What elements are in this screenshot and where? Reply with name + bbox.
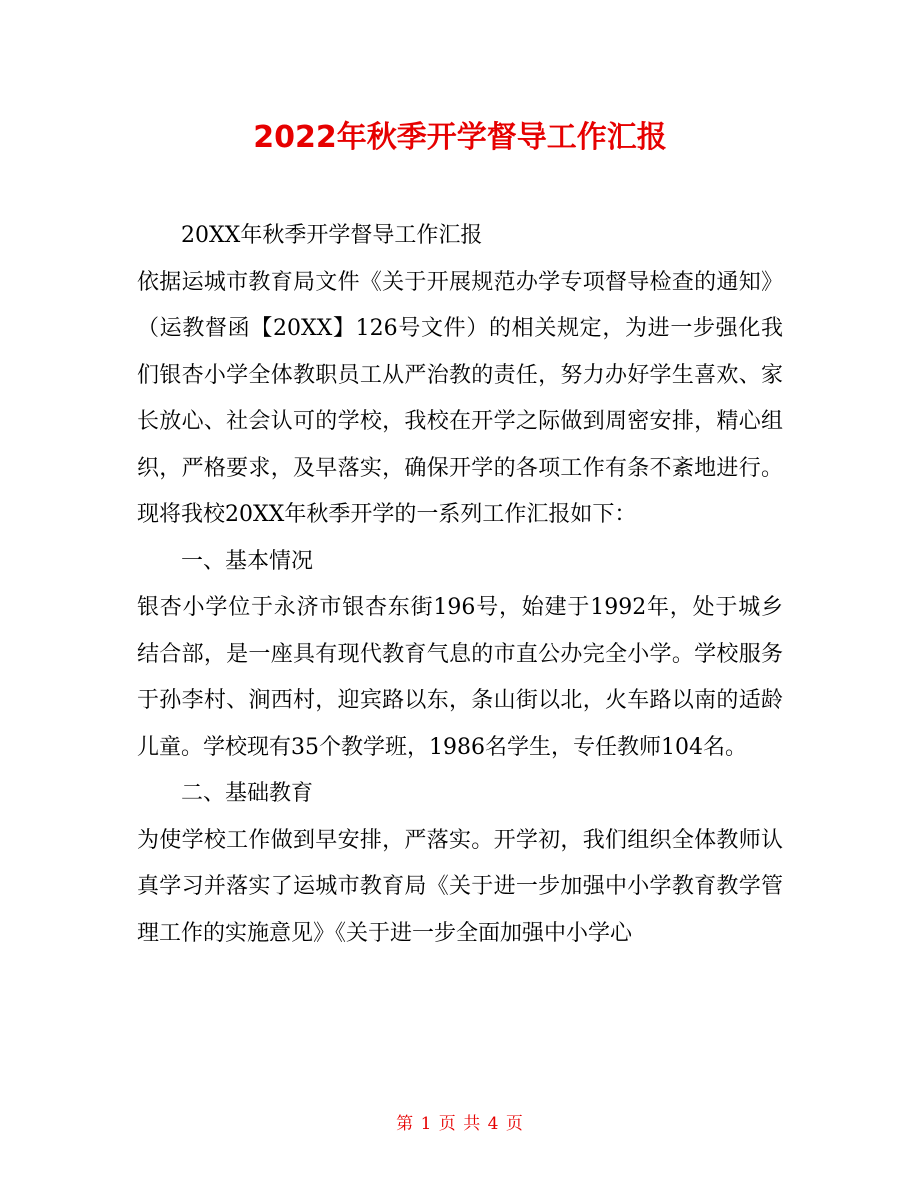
paragraph-heading-copy: 20XX年秋季开学督导工作汇报: [181, 223, 483, 248]
document-body: [137, 213, 783, 957]
section-heading-basic-situation: 一、基本情况: [181, 548, 314, 574]
document-title: 2022年秋季开学督导工作汇报: [253, 120, 667, 155]
page-footer: 第 1 页 共 4 页: [396, 1114, 524, 1134]
paragraph-basic-situation: 银杏小学位于永济市银杏东街196号，始建于1992年，处于城乡结合部，是一座具有现代教育气息的市直公办完全小学。学校服务于孙李村、涧西村，迎宾路以东，条山街以北，火车路以南的适龄儿童。学校现有35个教学班，1986名学生，专任教师104名。: [137, 595, 783, 760]
paragraph-intro: 依据运城市教育局文件《关于开展规范办学专项督导检查的通知》（运教督函【20XX】126号文件）的相关规定，为进一步强化我们银杏小学全体教职员工从严治教的责任，努力办好学生喜欢、家长放心、社会认可的学校，我校在开学之际做到周密安排，精心组织，严格要求，及早落实，确保开学的各项工作有条不紊地进行。现将我校20XX年秋季开学的一系列工作汇报如下：: [137, 269, 783, 527]
section-heading-basic-education: 二、基础教育: [181, 781, 314, 806]
paragraph-basic-education: 为使学校工作做到早安排，严落实。开学初，我们组织全体教师认真学习并落实了运城市教育局《关于进一步加强中小学教育教学管理工作的实施意见》《关于进一步全面加强中小学心: [137, 827, 783, 946]
